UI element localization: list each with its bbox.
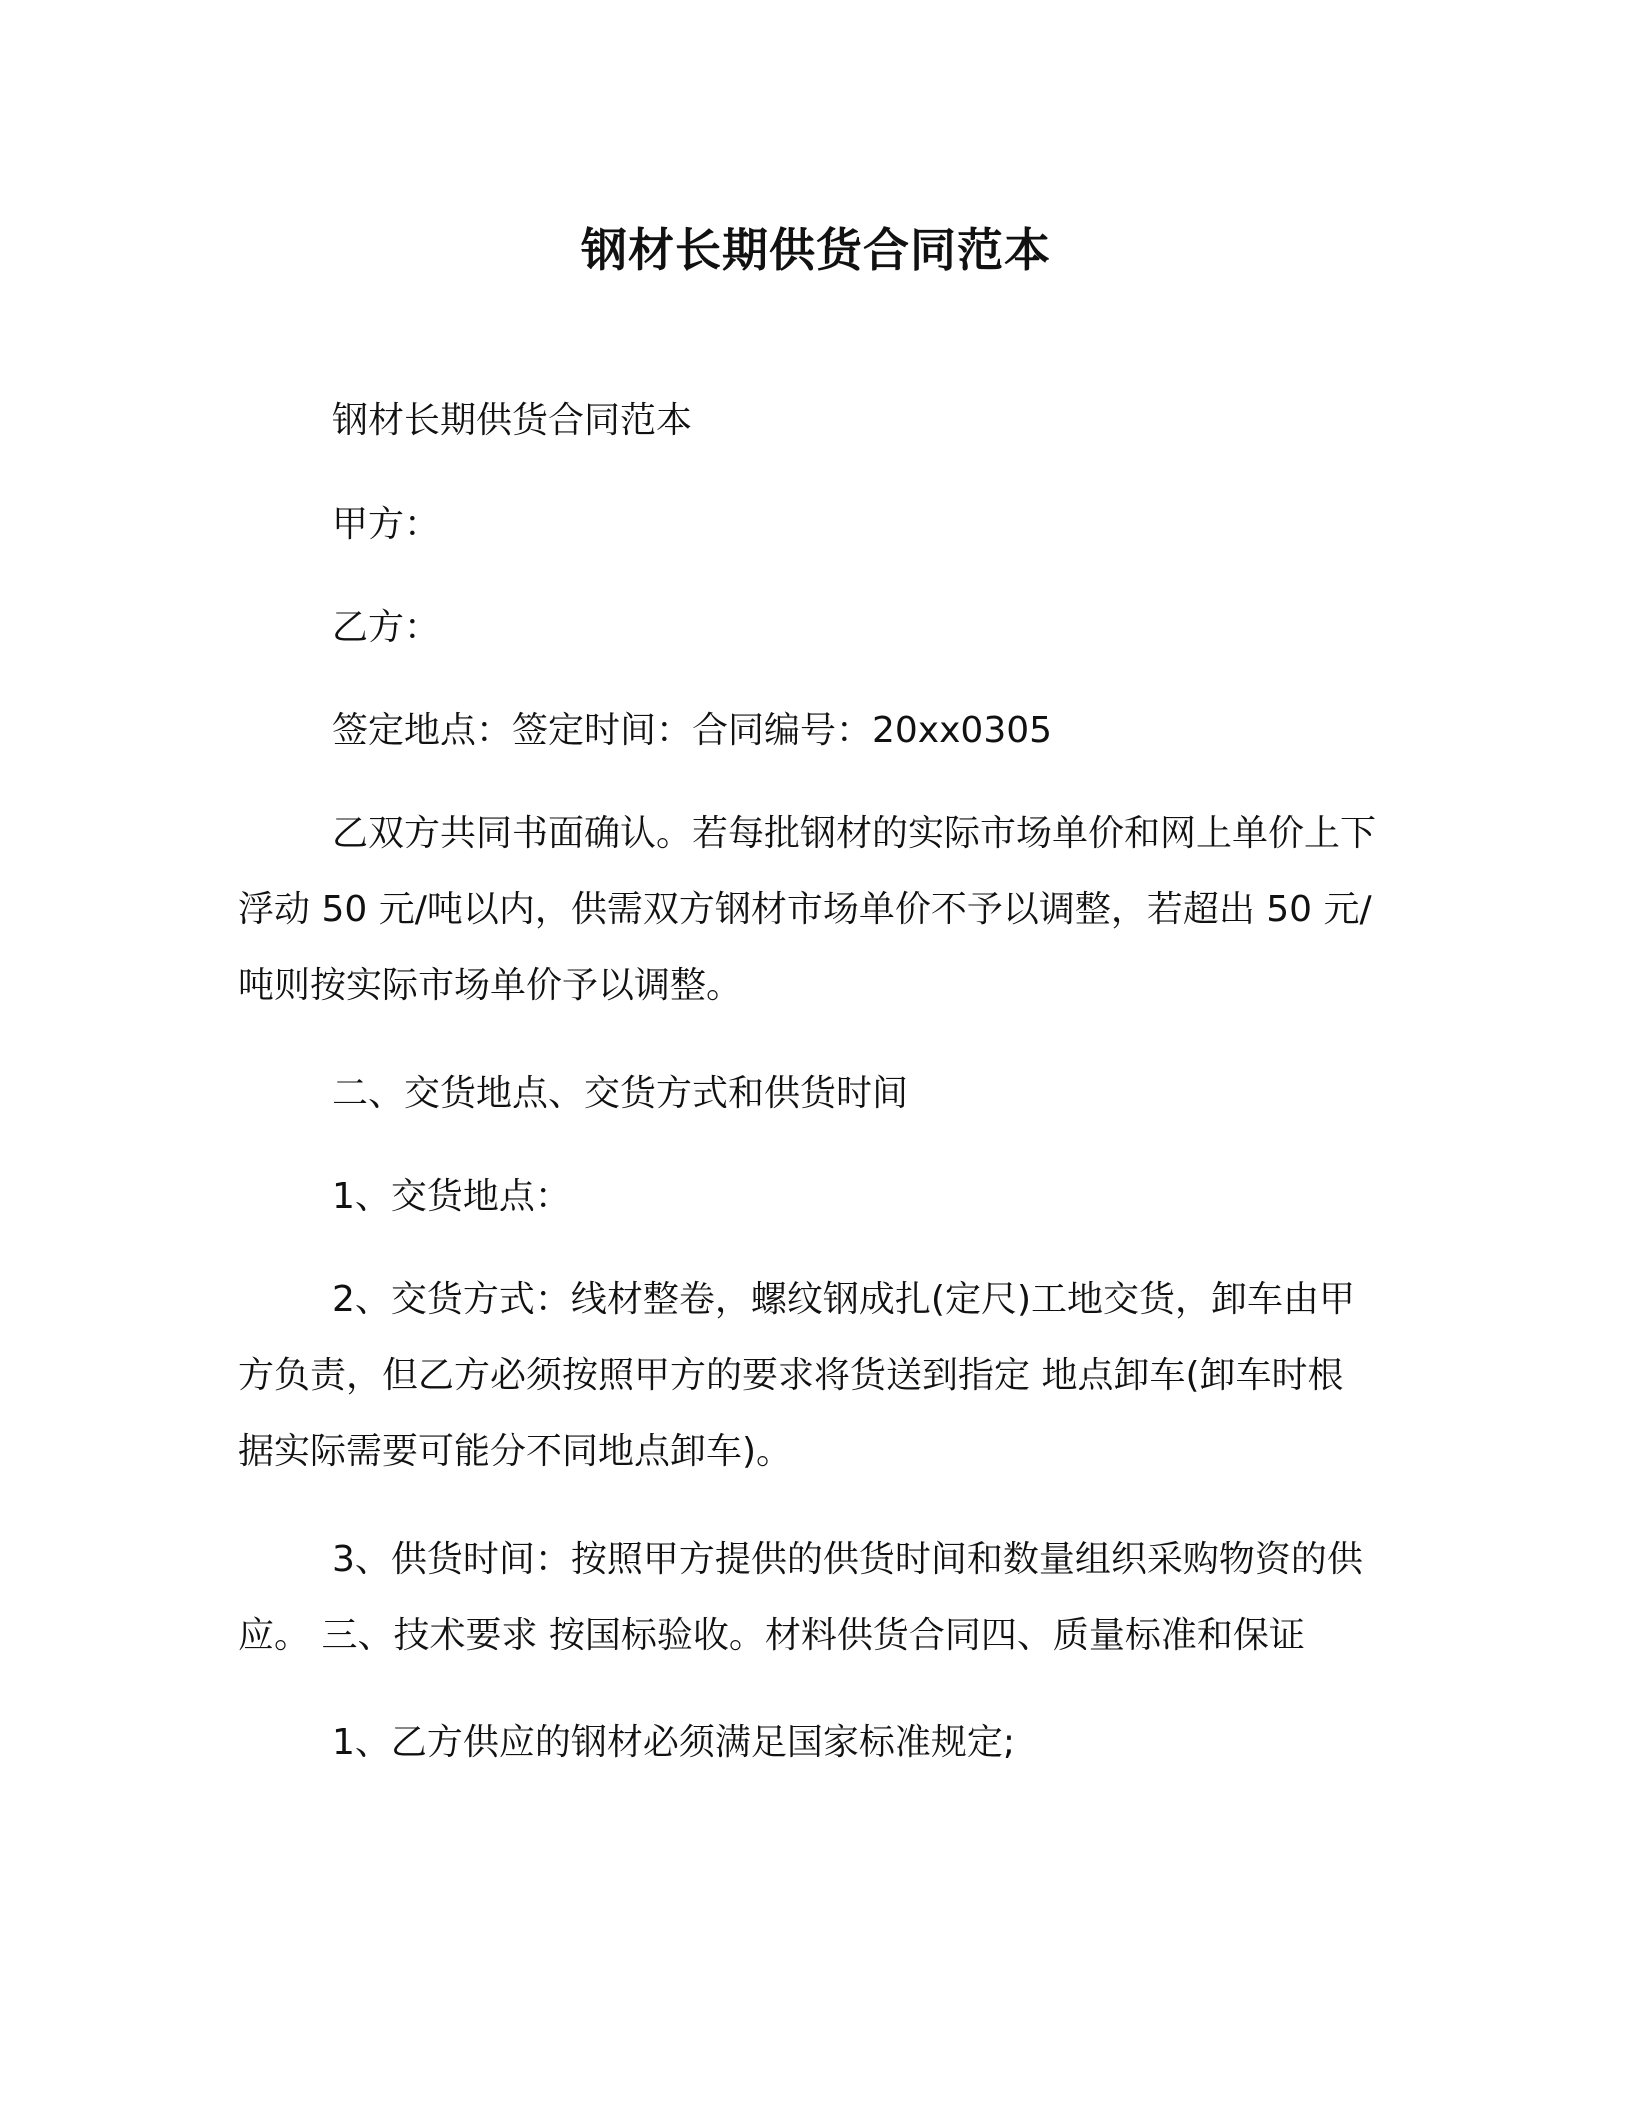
document-title: 钢材长期供货合同范本 — [581, 223, 1051, 277]
paragraph-section-two-heading: 二、交货地点、交货方式和供货时间 — [332, 1073, 909, 1114]
paragraph-delivery-method: 2、交货方式：线材整卷，螺纹钢成扎(定尺)工地交货，卸车由甲方负责，但乙方必须按照甲方的要求将货送到指定 地点卸车(卸车时根据实际需要可能分不同地点卸车)。 — [238, 1279, 1355, 1472]
paragraph-quality-standard: 1、乙方供应的钢材必须满足国家标准规定; — [332, 1722, 1016, 1763]
paragraph-delivery-location: 1、交货地点： — [332, 1176, 571, 1217]
paragraph-subtitle: 钢材长期供货合同范本 — [332, 400, 693, 441]
paragraph-price-adjustment: 乙双方共同书面确认。若每批钢材的实际市场单价和网上单价上下浮动 50 元/吨以内，供需双方钢材市场单价不予以调整，若超出 50 元/吨则按实际市场单价予以调整。 — [238, 813, 1377, 1006]
paragraph-party-b: 乙方： — [332, 607, 441, 648]
paragraph-party-a: 甲方： — [332, 504, 441, 545]
paragraph-signing-info: 签定地点：签定时间：合同编号：20xx0305 — [332, 710, 1053, 751]
paragraph-supply-time: 3、供货时间：按照甲方提供的供货时间和数量组织采购物资的供应。 三、技术要求 按国标验收。材料供货合同四、质量标准和保证 — [238, 1539, 1363, 1656]
